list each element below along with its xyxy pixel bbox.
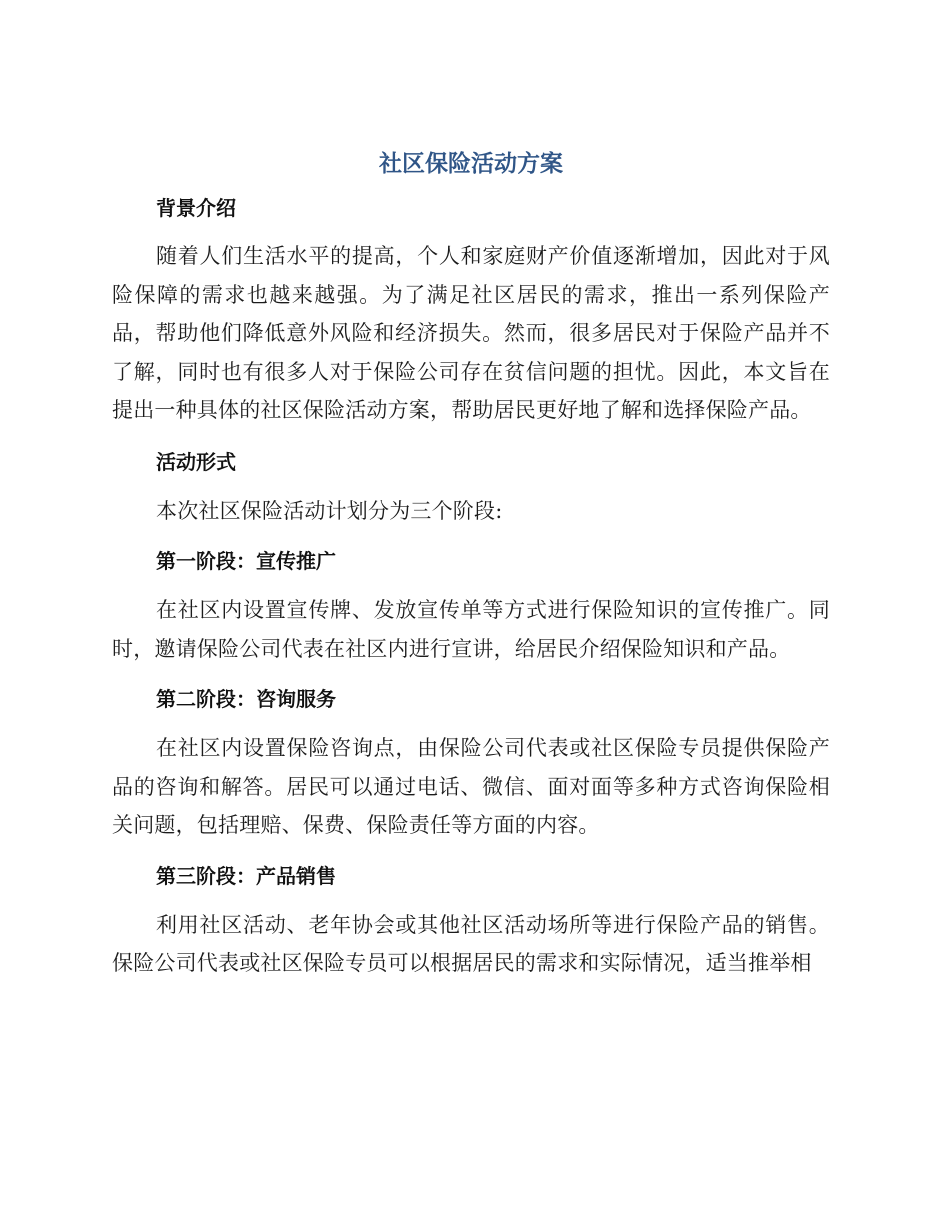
- heading-activity-format: 活动形式: [156, 449, 236, 474]
- heading-background: 背景介绍: [156, 196, 236, 220]
- paragraph-stage-3: 利用社区活动、老年协会或其他社区活动场所等进行保险产品的销售。保险公司代表或社区保险专员可以根据居民的需求和实际情况，适当推举相: [112, 912, 830, 975]
- paragraph-stage-2: 在社区内设置保险咨询点，由保险公司代表或社区保险专员提供保险产品的咨询和解答。居民可以通过电话、微信、面对面等多种方式咨询保险相关问题，包括理赔、保费、保险责任等方面的内容。: [112, 736, 830, 837]
- paragraph-background: 随着人们生活水平的提高，个人和家庭财产价值逐渐增加，因此对于风险保障的需求也越来越强。为了满足社区居民的需求，推出一系列保险产品，帮助他们降低意外风险和经济损失。然而，很多居民对于保险产品并不了解，同时也有很多人对于保险公司存在贫信问题的担忧。因此，本文旨在提出一种具体的社区保险活动方案，帮助居民更好地了解和选择保险产品。: [112, 244, 830, 422]
- document-page: [112, 140, 830, 983]
- heading-stage-3: 第三阶段：产品销售: [156, 863, 336, 888]
- document-title: 社区保险活动方案: [379, 151, 563, 177]
- heading-stage-1: 第一阶段：宣传推广: [156, 549, 336, 573]
- paragraph-format-intro: 本次社区保险活动计划分为三个阶段:: [156, 498, 503, 523]
- paragraph-stage-1: 在社区内设置宣传牌、发放宣传单等方式进行保险知识的宣传推广。同时，邀请保险公司代表在社区内进行宣讲，给居民介绍保险知识和产品。: [112, 598, 830, 661]
- heading-stage-2: 第二阶段：咨询服务: [156, 687, 336, 711]
